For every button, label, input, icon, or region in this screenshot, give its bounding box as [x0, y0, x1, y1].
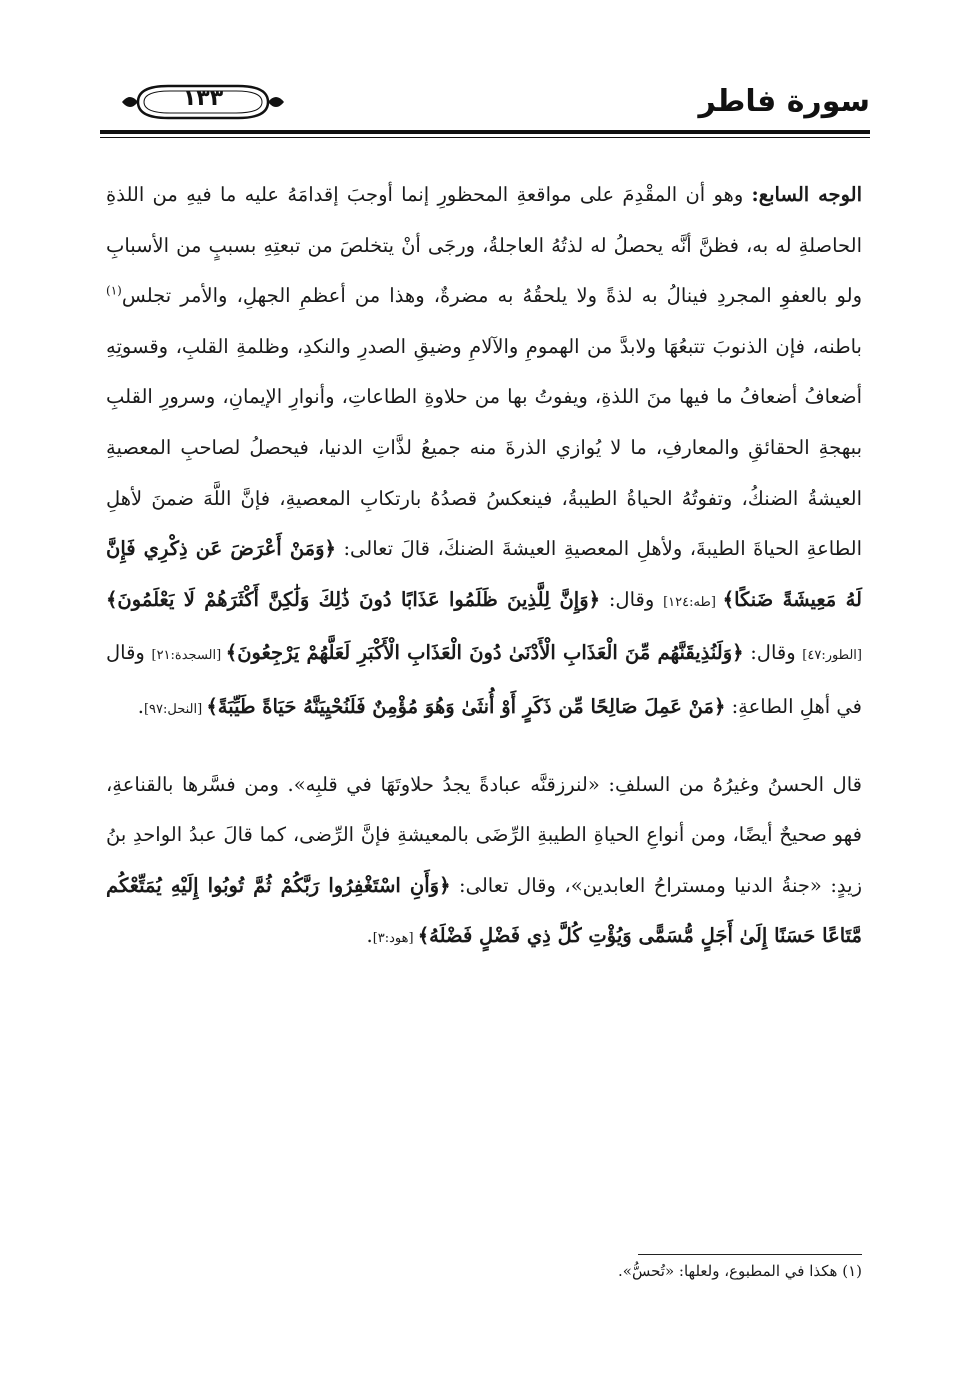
quran-verse: ﴿وَلَنُذِيقَنَّهُم مِّنَ الْعَذَابِ الْأَدْنَىٰ دُونَ الْعَذَابِ الْأَكْبَرِ لَعَلَّهُمْ يَرْجِعُونَ﴾	[225, 641, 744, 665]
text-run: وقال:	[600, 587, 664, 611]
verse-reference: [طه:١٢٤]	[663, 594, 723, 610]
text-run: وهو أن المقْدِمَ على مواقعةِ المحظورِ إنما أوجبَ إقدامَهُ عليه ما فيهِ من اللذةِ الحاصلةِ له به، فظنَّ أنَّه يحصلُ له لذتُهُ العاجلةُ، ورجَى أنْ يتخلصَ من تبعتِهِ بسببٍ من الأسبابِ ولو بالعفوِ المجردِ فينالُ به لذةً ولا يلحقُهُ به مضرةٌ، وهذا من أعظمِ الجهلِ، والأمر تجلس	[106, 183, 862, 308]
page-number: ١٣٣	[182, 86, 224, 111]
quran-verse: ﴿وَأَنِ اسْتَغْفِرُوا رَبَّكُمْ ثُمَّ تُوبُوا إِلَيْهِ يُمَتِّعْكُم مَّتَاعًا حَسَنًا إِلَىٰ أَجَلٍ مُّسَمًّى وَيُؤْتِ كُلَّ ذِي فَضْلٍ فَضْلَهُ﴾	[106, 873, 862, 948]
text-run: وقال في أهلِ الطاعةِ:	[106, 641, 862, 718]
section-heading: الوجه السابع:	[751, 183, 863, 206]
footnote-marker[interactable]: (١)	[106, 283, 122, 298]
text-run: .	[137, 694, 144, 718]
quran-verse: ﴿وَمَنْ أَعْرَضَ عَن ذِكْرِي فَإِنَّ لَهُ مَعِيشَةً ضَنكًا﴾	[106, 537, 863, 611]
surah-title: سورة فاطر	[698, 84, 870, 119]
verse-reference: [السجدة:٢١]	[151, 648, 226, 664]
page-number-badge	[118, 82, 288, 122]
quran-verse: ﴿وَإِنَّ لِلَّذِينَ ظَلَمُوا عَذَابًا دُونَ ذَٰلِكَ وَلَٰكِنَّ أَكْثَرَهُمْ لَا يَعْلَمُونَ﴾	[106, 587, 601, 611]
verse-reference: [النحل:٩٧]	[143, 701, 207, 717]
page-body	[106, 170, 862, 965]
text-run: باطنه، فإن الذنوبَ تتبعُهَا ولابدَّ من الهمومِ والآلامِ وضيقِ الصدرِ والنكدِ، وظلمةِ القلبِ، وقسوتِهِ أضعافُ أضعافُ ما فيها منَ اللذةِ، ويفوتُ بها من حلاوةِ الطاعاتِ، وأنوارِ الإيمانِ، وسرورِ القلبِ ببهجةِ الحقائقِ والمعارفِ، ما لا يُوازي الذرةَ منه جميعُ لذَّاتِ الدنيا، فيحصلُ لصاحبِ المعصيةِ العيشةُ الضنكُ، وتفوتُهُ الحياةُ الطيبةُ، فينعكسُ قصدُهُ بارتكابِ المعصيةِ، فإنَّ اللَّهَ ضمنَ لأهلِ الطاعةِ الحياةَ الطيبةَ، ولأهلِ المعصيةِ العيشةَ الضنكَ، قالَ تعالى:	[106, 334, 863, 561]
paragraph-1	[106, 170, 862, 736]
header-rule-thin	[100, 137, 870, 138]
footnote: (١) هكذا في المطبوع، ولعلها: «تُحسُّ».	[618, 1262, 862, 1280]
text-run: وقال:	[743, 641, 803, 665]
header-rule-thick	[100, 130, 870, 134]
footnote-separator	[638, 1254, 862, 1255]
quran-verse: ﴿مَنْ عَمِلَ صَالِحًا مِّن ذَكَرٍ أَوْ أُنثَىٰ وَهُوَ مُؤْمِنٌ فَلَنُحْيِيَنَّهُ حَيَاةً طَيِّبَةً﴾	[206, 694, 726, 718]
text-run: قال الحسنُ وغيرُهُ من السلفِ: «لنرزقنَّه عبادةً يجدُ حلاوتَهَا في قلبِه». ومن فسَّرها بالقناعةِ، فهو صحيحٌ أيضًا، ومن أنواعِ الحياةِ الطيبةِ الرِّضَى بالمعيشةِ فإنَّ الرِّضى، كما قالَ عبدُ الواحدِ بنُ زيدٍ: «جنةُ الدنيا ومستراحُ العابدين»، وقال تعالى:	[106, 772, 862, 897]
verse-reference: [الطور:٤٧]	[802, 648, 862, 664]
text-run: .	[366, 924, 373, 948]
page-header	[100, 74, 870, 144]
paragraph-2	[106, 760, 862, 965]
verse-reference: [هود:٣]	[372, 931, 418, 947]
